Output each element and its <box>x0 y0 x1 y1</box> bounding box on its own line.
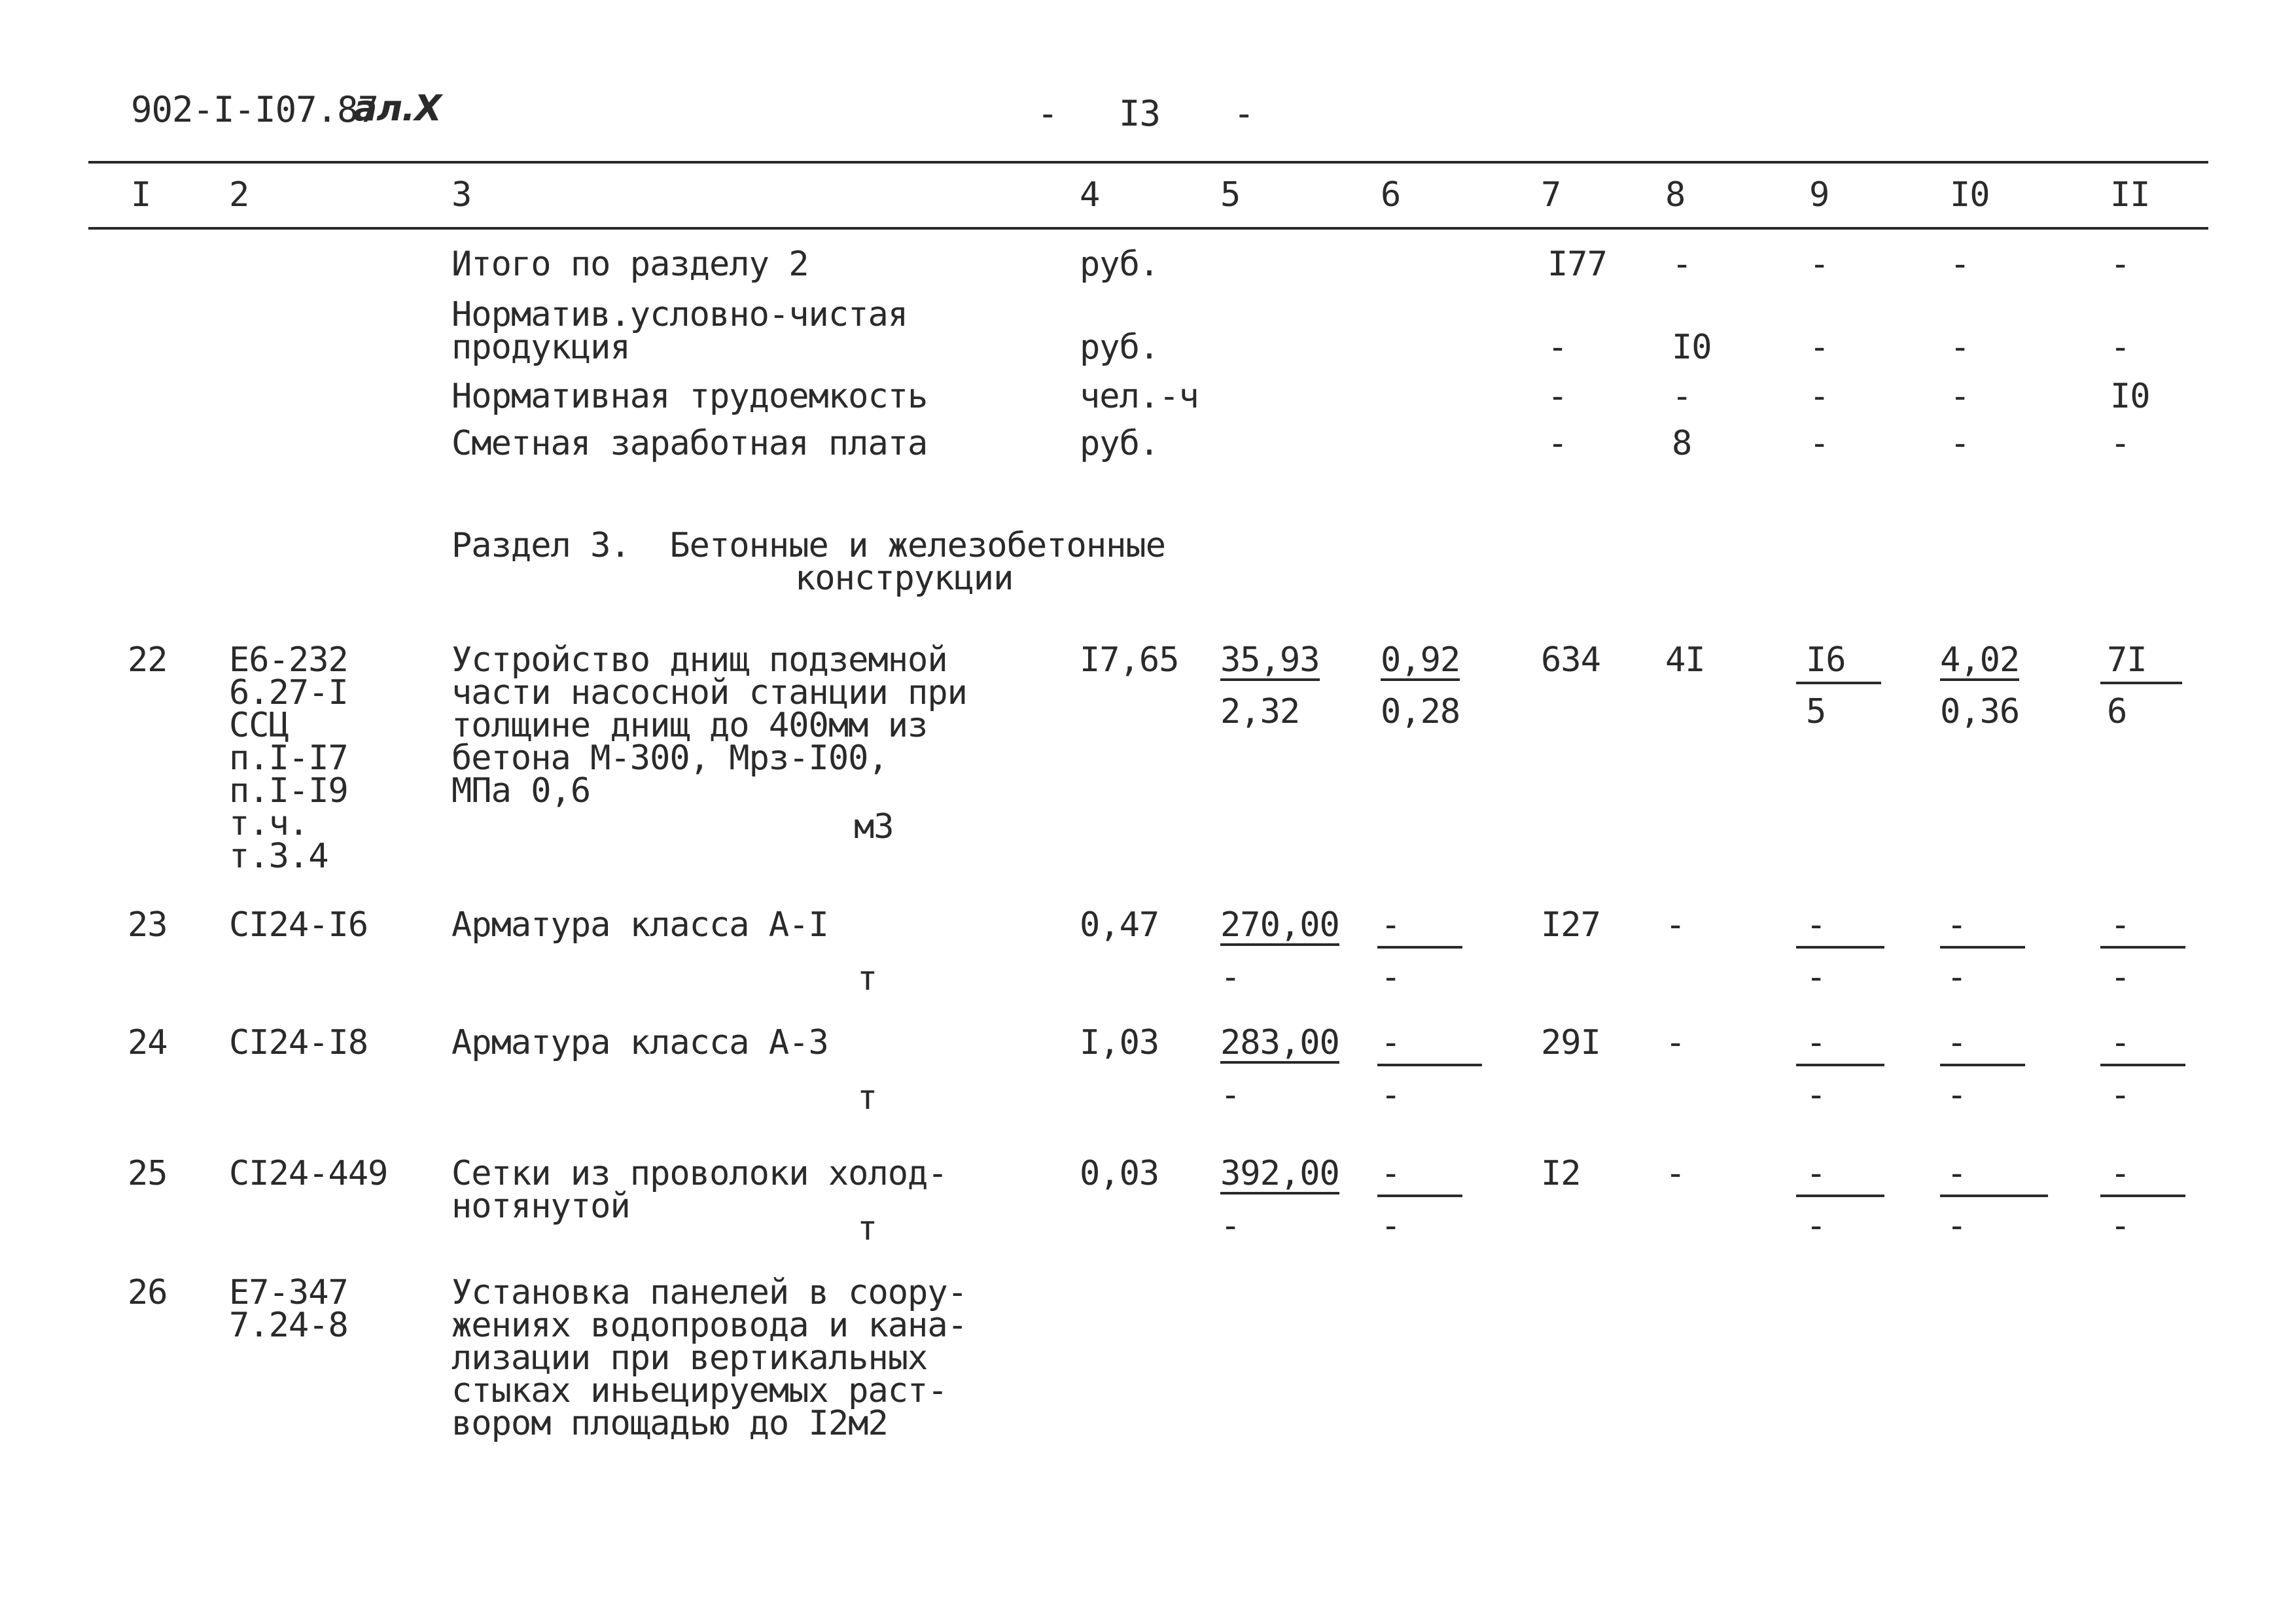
row-24-col11-top: - <box>2110 1023 2130 1062</box>
row-26-code-1: Е7-347 <box>229 1273 348 1312</box>
total-section-2-col9: - <box>1809 245 1829 284</box>
row-25-col9-fraction-bar <box>1796 1195 1884 1197</box>
row-22-number: 22 <box>128 640 168 680</box>
row-22-code-1: Е6-232 <box>229 640 348 680</box>
estimated-wage-col8: 8 <box>1672 424 1692 463</box>
row-22-desc-2: части насосной станции при <box>451 673 967 712</box>
column-number-1: I <box>131 175 151 215</box>
normative-product-col9: - <box>1809 328 1829 367</box>
row-24-col6-top: - <box>1381 1023 1401 1062</box>
row-22-col5-bottom: 2,32 <box>1220 692 1300 731</box>
column-number-11: II <box>2110 175 2150 215</box>
labor-intensity-col7: - <box>1547 377 1568 416</box>
row-25-col9-bottom: - <box>1806 1206 1826 1246</box>
labor-intensity-label: Нормативная трудоемкость <box>451 377 928 416</box>
row-24-col6-fraction-bar <box>1377 1064 1482 1066</box>
row-24-col9-top: - <box>1806 1023 1826 1062</box>
row-25-col11-top: - <box>2110 1154 2130 1193</box>
row-26-desc-2: жениях водопровода и кана- <box>451 1306 967 1345</box>
row-25-col10-fraction-bar <box>1940 1195 2048 1197</box>
row-22-code-4: п.I-I7 <box>229 739 348 778</box>
row-22-quantity: I7,65 <box>1080 640 1179 680</box>
row-23-col10-bottom: - <box>1947 958 1967 997</box>
row-23-col9-top: - <box>1806 905 1826 945</box>
row-24-col5-bottom: - <box>1220 1075 1241 1115</box>
row-24-col7: 29I <box>1541 1023 1600 1062</box>
row-25-col6-bottom: - <box>1381 1206 1401 1246</box>
row-25-col10-top: - <box>1947 1154 1967 1193</box>
row-22-col10-top: 4,02 <box>1940 640 2020 680</box>
normative-product-col10: - <box>1950 328 1970 367</box>
row-23-number: 23 <box>128 905 168 945</box>
row-22-desc-4: бетона М-300, Мрз-I00, <box>451 739 888 778</box>
row-25-unit: т <box>857 1209 877 1248</box>
row-23-desc: Арматура класса А-I <box>451 905 828 945</box>
table-top-rule <box>88 161 2208 164</box>
row-23-unit: т <box>857 959 877 998</box>
row-25-number: 25 <box>128 1154 168 1193</box>
normative-product-unit: руб. <box>1080 328 1159 367</box>
normative-product-col8: I0 <box>1672 328 1712 367</box>
row-24-unit: т <box>857 1078 877 1117</box>
row-22-col9-top: I6 <box>1806 640 1846 680</box>
column-number-10: I0 <box>1950 175 1990 215</box>
row-23-col9-fraction-bar <box>1796 946 1884 949</box>
total-section-2-col8: - <box>1672 245 1692 284</box>
row-25-col5-top: 392,00 <box>1220 1154 1339 1193</box>
estimated-wage-col9: - <box>1809 424 1829 463</box>
labor-intensity-col8: - <box>1672 377 1692 416</box>
row-23-col8: - <box>1665 905 1686 945</box>
row-22-code-3: ССЦ <box>229 706 289 745</box>
row-23-col11-fraction-bar <box>2100 946 2185 949</box>
column-number-7: 7 <box>1541 175 1561 215</box>
column-number-5: 5 <box>1220 175 1241 215</box>
row-23-col9-bottom: - <box>1806 958 1826 997</box>
row-23-col11-bottom: - <box>2110 958 2130 997</box>
page-number: I3 <box>1119 93 1161 134</box>
estimated-wage-col10: - <box>1950 424 1970 463</box>
row-23-col11-top: - <box>2110 905 2130 945</box>
total-section-2-col7: I77 <box>1547 245 1607 284</box>
row-25-col8: - <box>1665 1154 1686 1193</box>
row-24-col6-bottom: - <box>1381 1075 1401 1115</box>
row-22-col6-top: 0,92 <box>1381 640 1460 680</box>
labor-intensity-col11: I0 <box>2110 377 2150 416</box>
row-22-col7: 634 <box>1541 640 1600 680</box>
section-3-title-line-2: конструкции <box>795 559 1014 598</box>
row-25-col5-bottom: - <box>1220 1206 1241 1246</box>
total-section-2-col10: - <box>1950 245 1970 284</box>
row-25-col9-top: - <box>1806 1154 1826 1193</box>
row-22-col9-bottom: 5 <box>1806 692 1826 731</box>
normative-product-col7: - <box>1547 328 1568 367</box>
row-22-col11-bottom: 6 <box>2107 692 2127 731</box>
row-25-col6-fraction-bar <box>1377 1195 1462 1197</box>
row-24-col8: - <box>1665 1023 1686 1062</box>
column-number-6: 6 <box>1381 175 1401 215</box>
document-code: 902-I-I07.87 <box>131 89 379 130</box>
row-22-col5-top: 35,93 <box>1220 640 1320 680</box>
row-24-col5-top: 283,00 <box>1220 1023 1339 1062</box>
normative-product-col11: - <box>2110 328 2130 367</box>
row-22-col11-fraction-bar <box>2100 682 2182 684</box>
row-22-col11-top: 7I <box>2107 640 2147 680</box>
row-22-desc-3: толщине днищ до 400мм из <box>451 706 928 745</box>
total-section-2-unit: руб. <box>1080 245 1159 284</box>
row-25-desc-2: нотянутой <box>451 1187 630 1226</box>
estimated-wage-unit: руб. <box>1080 424 1159 463</box>
row-26-desc-4: стыках иньецируемых раст- <box>451 1371 947 1410</box>
row-24-col11-fraction-bar <box>2100 1064 2185 1066</box>
row-24-col9-bottom: - <box>1806 1075 1826 1115</box>
row-23-col5-top: 270,00 <box>1220 905 1339 945</box>
page-number-dash-left: - <box>1037 93 1058 134</box>
row-24-quantity: I,03 <box>1080 1023 1159 1062</box>
row-22-code-7: т.3.4 <box>229 837 328 876</box>
row-23-col7: I27 <box>1541 905 1600 945</box>
normative-product-label-line-1: Норматив.условно-чистая <box>451 295 908 334</box>
row-22-col8: 4I <box>1665 640 1705 680</box>
row-23-quantity: 0,47 <box>1080 905 1159 945</box>
row-24-col10-top: - <box>1947 1023 1967 1062</box>
row-22-code-6: т.ч. <box>229 804 309 843</box>
row-24-code: СI24-I8 <box>229 1023 368 1062</box>
row-26-desc-1: Установка панелей в соору- <box>451 1273 967 1312</box>
row-23-code: СI24-I6 <box>229 905 368 945</box>
column-number-9: 9 <box>1809 175 1829 215</box>
row-22-code-2: 6.27-I <box>229 673 348 712</box>
column-number-4: 4 <box>1080 175 1100 215</box>
total-section-2-col11: - <box>2110 245 2130 284</box>
total-section-2-label: Итого по разделу 2 <box>451 245 809 284</box>
table-header-bottom-rule <box>88 227 2208 230</box>
row-25-col11-fraction-bar <box>2100 1195 2185 1197</box>
labor-intensity-col10: - <box>1950 377 1970 416</box>
row-24-number: 24 <box>128 1023 168 1062</box>
row-22-desc-1: Устройство днищ подземной <box>451 640 947 680</box>
row-23-col10-fraction-bar <box>1940 946 2025 949</box>
column-number-3: 3 <box>451 175 472 215</box>
normative-product-label-line-2: продукция <box>451 328 630 367</box>
column-number-2: 2 <box>229 175 249 215</box>
row-24-desc: Арматура класса А-3 <box>451 1023 828 1062</box>
row-22-col9-fraction-bar <box>1796 682 1881 684</box>
estimated-wage-col11: - <box>2110 424 2130 463</box>
section-3-title-line-1: Раздел 3. Бетонные и железобетонные <box>451 526 1166 565</box>
row-24-col10-bottom: - <box>1947 1075 1967 1115</box>
row-25-quantity: 0,03 <box>1080 1154 1159 1193</box>
row-25-col6-top: - <box>1381 1154 1401 1193</box>
row-22-col6-bottom: 0,28 <box>1381 692 1460 731</box>
labor-intensity-col9: - <box>1809 377 1829 416</box>
estimated-wage-label: Сметная заработная плата <box>451 424 928 463</box>
row-22-code-5: п.I-I9 <box>229 771 348 811</box>
column-number-8: 8 <box>1665 175 1686 215</box>
row-22-col10-bottom: 0,36 <box>1940 692 2020 731</box>
row-26-desc-3: лизации при вертикальных <box>451 1338 928 1378</box>
row-23-col6-bottom: - <box>1381 958 1401 997</box>
row-25-code: СI24-449 <box>229 1154 388 1193</box>
row-25-col7: I2 <box>1541 1154 1581 1193</box>
row-24-col11-bottom: - <box>2110 1075 2130 1115</box>
row-25-col11-bottom: - <box>2110 1206 2130 1246</box>
row-26-code-2: 7.24-8 <box>229 1306 348 1345</box>
row-23-col6-fraction-bar <box>1377 946 1462 949</box>
row-24-col10-fraction-bar <box>1940 1064 2025 1066</box>
row-23-col5-bottom: - <box>1220 958 1241 997</box>
page-number-dash-right: - <box>1233 93 1254 134</box>
row-24-col9-fraction-bar <box>1796 1064 1884 1066</box>
row-23-col6-top: - <box>1381 905 1401 945</box>
estimated-wage-col7: - <box>1547 424 1568 463</box>
row-22-unit: м3 <box>854 807 894 846</box>
row-26-desc-5: вором площадью до I2м2 <box>451 1404 888 1443</box>
row-26-number: 26 <box>128 1273 168 1312</box>
row-25-desc-1: Сетки из проволоки холод- <box>451 1154 947 1193</box>
row-22-desc-5: МПа 0,6 <box>451 771 591 811</box>
row-23-col10-top: - <box>1947 905 1967 945</box>
row-25-col10-bottom: - <box>1947 1206 1967 1246</box>
album-number: ал.X <box>353 88 442 129</box>
labor-intensity-unit: чел.-ч <box>1080 377 1199 416</box>
